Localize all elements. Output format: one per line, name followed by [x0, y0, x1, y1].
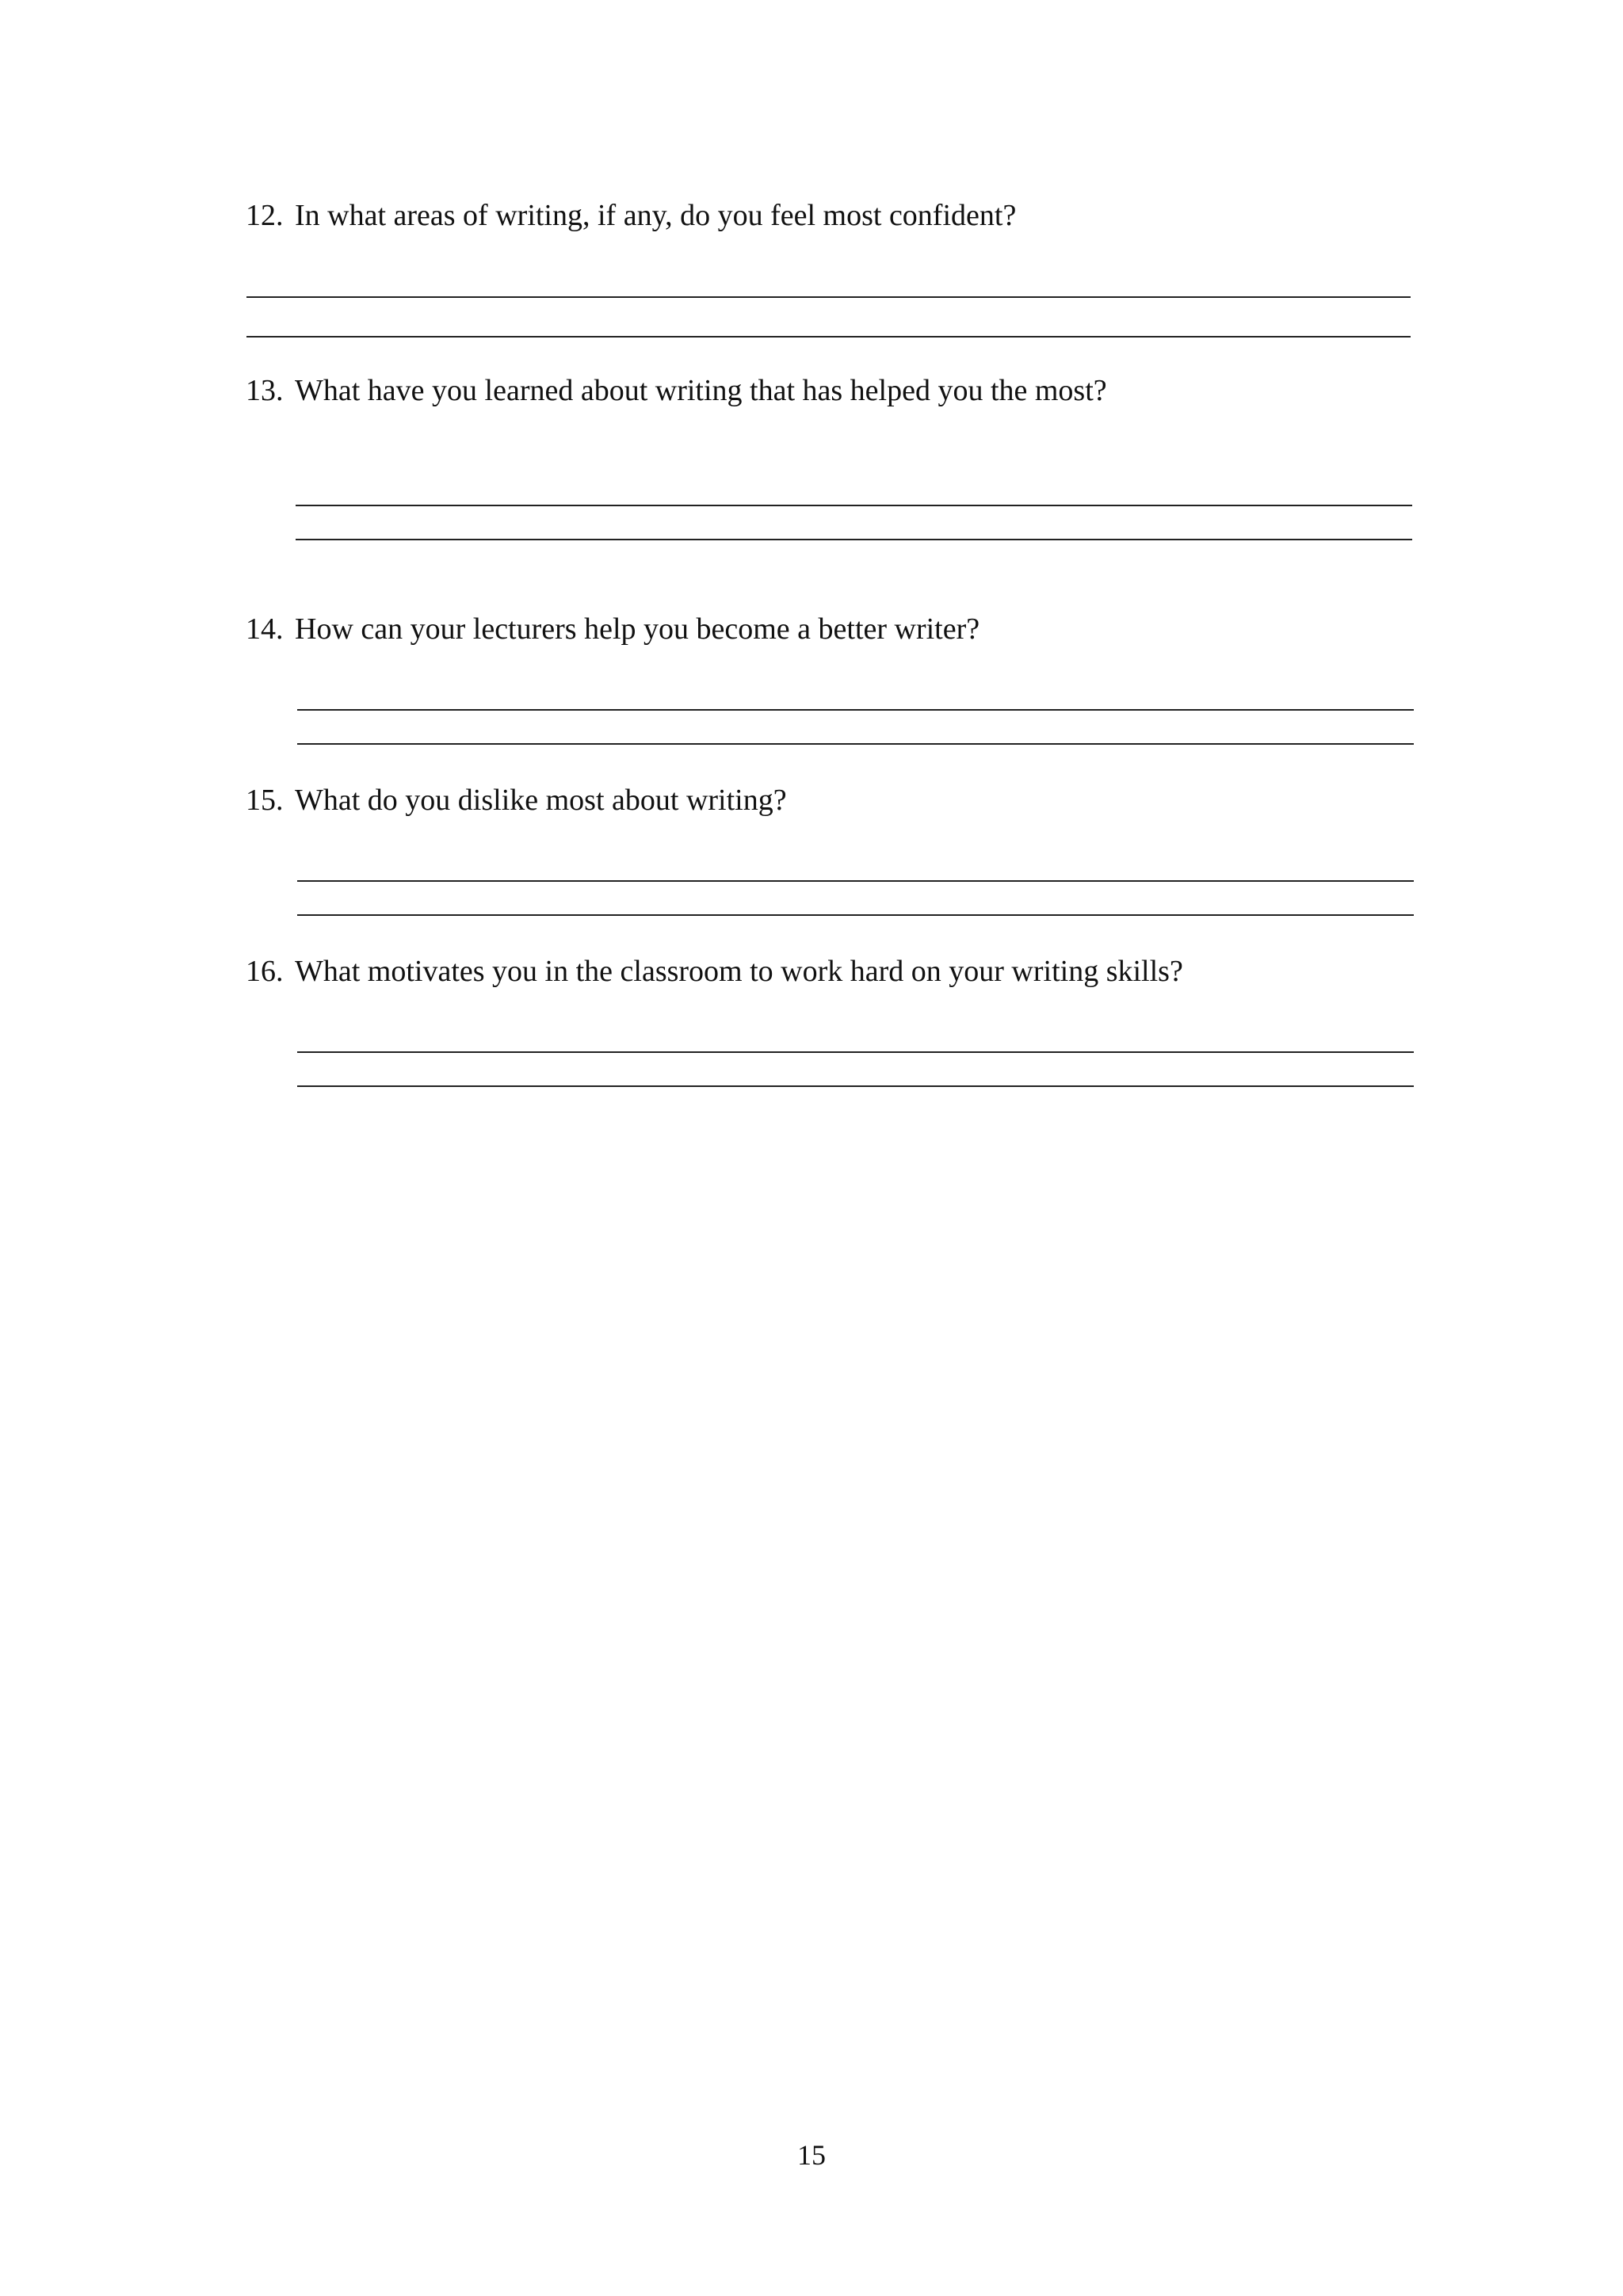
answer-line[interactable]: [297, 743, 1414, 745]
answer-line[interactable]: [297, 1051, 1414, 1053]
question-text: How can your lecturers help you become a better writer?: [295, 612, 980, 646]
question-13: [246, 373, 1107, 408]
question-text: What have you learned about writing that has helped you the most?: [295, 374, 1107, 407]
answer-line[interactable]: [297, 914, 1414, 916]
question-14: [246, 612, 980, 646]
question-number: 14.: [246, 612, 284, 646]
answer-line[interactable]: [297, 1085, 1414, 1087]
answer-line[interactable]: [296, 539, 1412, 540]
question-number: 13.: [246, 374, 284, 407]
question-number: 15.: [246, 784, 284, 817]
question-16: [246, 954, 1183, 989]
question-text: What motivates you in the classroom to work hard on your writing skills?: [295, 955, 1183, 988]
question-12: [246, 198, 1016, 233]
question-text: What do you dislike most about writing?: [295, 784, 787, 817]
answer-line[interactable]: [297, 880, 1414, 882]
page-number: 15: [797, 2139, 826, 2171]
question-15: [246, 783, 787, 818]
question-text: In what areas of writing, if any, do you feel most confident?: [295, 199, 1017, 232]
answer-line[interactable]: [296, 505, 1412, 506]
question-number: 12.: [246, 199, 284, 232]
question-number: 16.: [246, 955, 284, 988]
answer-line[interactable]: [246, 336, 1411, 338]
answer-line[interactable]: [246, 296, 1411, 298]
answer-line[interactable]: [297, 709, 1414, 711]
